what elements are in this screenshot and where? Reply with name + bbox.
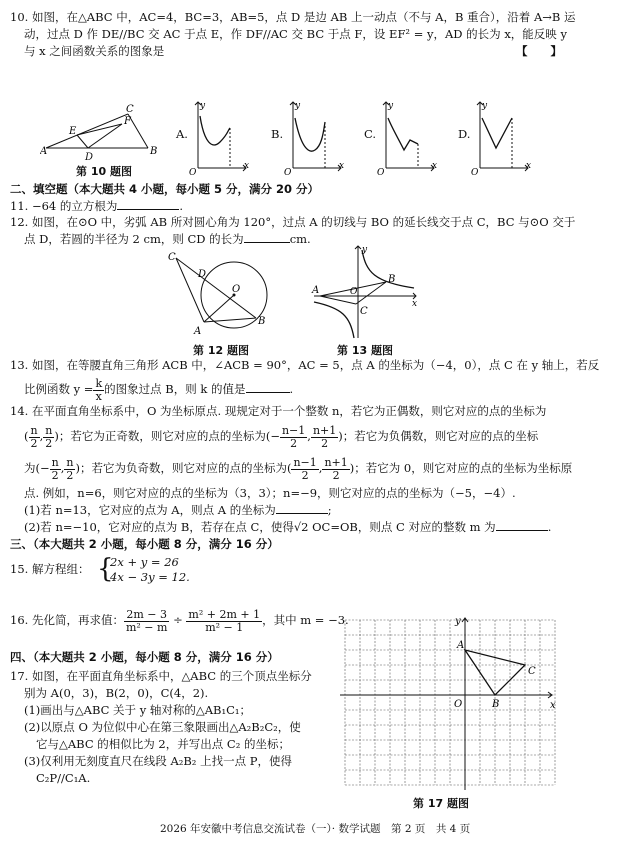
q13-label-y: y xyxy=(362,245,368,255)
q13-label-x: x xyxy=(412,299,418,309)
q14-f1-den: 2 xyxy=(30,436,38,450)
q13-answer-blank xyxy=(246,392,290,393)
q14-part2: (2)若 n=−10，它对应的点为 B，若存在点 C，使得√2 OC=OB，则点 C 对应的整数 m 为 xyxy=(24,520,496,534)
q10-graph-A xyxy=(186,98,250,176)
q13-label-C: C xyxy=(360,306,368,317)
q12-label-O: O xyxy=(232,284,241,295)
q13-func-prefix: 比例函数 y = xyxy=(24,382,94,396)
q10-line3: 与 x 之间函数关系的图象是 xyxy=(24,44,165,58)
q15-brace: { xyxy=(97,554,114,584)
q16-divide: ÷ xyxy=(173,613,183,627)
q17-line6: (3)仅利用无刻度直尺在线段 A₂B₂ 上找一点 P，使得 xyxy=(24,754,292,768)
q17-label-A: A xyxy=(457,640,465,651)
q16-f2-num: m² + 2m + 1 xyxy=(188,607,261,621)
q10-line2: 动，过点 D 作 DE//BC 交 AC 于点 E，作 DF//AC 交 BC 于点 F，设 EF² = y，AD 的长为 x，能反映 y xyxy=(24,27,567,41)
q14-frac-7 xyxy=(291,457,318,482)
q17-grid-figure xyxy=(336,614,560,794)
q10-label-F: F xyxy=(124,116,131,127)
q12-answer-blank xyxy=(244,242,290,243)
q17-line1: 17. 如图，在平面直角坐标系中，△ABC 的三个顶点坐标分 xyxy=(10,669,312,683)
q14-frac-6 xyxy=(64,457,75,482)
q11-text: 11. −64 的立方根为 . xyxy=(10,199,184,213)
q17-label-y: y xyxy=(455,616,461,627)
q13-label-O: O xyxy=(350,287,358,297)
q13-label-B: B xyxy=(388,274,396,285)
q13-period: . xyxy=(289,382,294,396)
q14-text-2b: ；若它为负偶数，则它对应的点的坐标 xyxy=(342,429,539,443)
q12-unit: cm. xyxy=(289,232,311,246)
q14-f5-num: n xyxy=(51,455,59,469)
q10-option-A: A. xyxy=(176,127,188,141)
q12-stem: 点 D，若圆的半径为 2 cm，则 CD 的长为 xyxy=(24,232,244,246)
q17-line4: (2)以原点 O 为位似中心在第三象限画出△A₂B₂C₂，使 xyxy=(24,720,301,734)
q12-line1: 12. 如图，在⊙O 中，劣弧 AB 所对圆心角为 120°，过点 A 的切线与 BO 的延长线交于点 C，BC 与⊙O 交于 xyxy=(10,215,576,229)
q14-f1-num: n xyxy=(30,423,38,437)
q10-graph-B-o: O xyxy=(284,168,292,176)
q14-line1: 14. 在平面直角坐标系中，O 为坐标原点. 现规定对于一个整数 n，若它为正偶数，则它对应的点的坐标为 xyxy=(10,404,547,418)
q14-f7-den: 2 xyxy=(301,468,309,482)
q14-frac-2 xyxy=(43,425,54,450)
q14-text-3c: ；若它为 0，则它对应的点的坐标为坐标原 xyxy=(354,461,573,475)
q17-caption: 第 17 题图 xyxy=(413,797,469,810)
q14-f2-num: n xyxy=(45,423,53,437)
q17-label-B: B xyxy=(492,699,500,710)
q14-f5-den: 2 xyxy=(51,468,59,482)
q14-frac-1 xyxy=(29,425,40,450)
q16-f2-den: m² − 1 xyxy=(205,620,244,634)
q16-frac-1 xyxy=(124,609,169,634)
q16-frac-2 xyxy=(186,609,262,634)
q12-label-B: B xyxy=(258,316,266,327)
q10-label-C: C xyxy=(126,104,134,115)
q10-graph-C-y: y xyxy=(388,101,394,111)
q14-f8-den: 2 xyxy=(332,468,340,482)
q14-text-2a: ；若它为正奇数，则它对应的点的坐标为 xyxy=(58,429,266,443)
q10-graph-A-x: x xyxy=(244,161,250,171)
q16-line xyxy=(10,606,349,634)
q15-eq1: 2x + y = 26 xyxy=(110,555,179,569)
q13-stem-end: 的图象过点 B，则 k 的值是 xyxy=(104,382,246,396)
q14-frac-4 xyxy=(311,425,338,450)
q14-frac-8 xyxy=(322,457,349,482)
q14-line2: ( $\frac{n}{2}$ , $\frac{n}{2}$ )；若它为正奇数，则它对应的点的坐标为(− $\frac{n-1}{2}$ , $\frac{n+1}{2}$ )；若它为负偶数，则它对应的点的坐标 xyxy=(24,423,539,450)
q13-fraction xyxy=(93,378,104,403)
q17-line5: 它与△ABC 的相似比为 2，并写出点 C₂ 的坐标； xyxy=(36,737,290,751)
q10-option-D: D. xyxy=(458,127,471,141)
q14-part1: (1)若 n=13，它对应的点为 A，则点 A 的坐标为 xyxy=(24,503,276,517)
q12-circle-figure xyxy=(160,250,280,346)
q10-label-E: E xyxy=(69,126,77,137)
q10-graph-D-o: O xyxy=(471,168,479,176)
q14-line4: 点. 例如，n=6，则它对应的点的坐标为（3，3）；n=−9，则它对应的点的坐标为（−5，−4）. xyxy=(24,486,516,500)
q14-text-3b: ；若它为负奇数，则它对应的点的坐标为 xyxy=(79,461,287,475)
q16-f1-den: m² − m xyxy=(125,620,168,634)
q14-f3-num: n−1 xyxy=(281,423,306,437)
q13-frac-den: x xyxy=(95,389,102,403)
q14-part2-blank xyxy=(496,530,548,531)
q14-line5 xyxy=(24,503,332,518)
q14-f7-num: n−1 xyxy=(293,455,317,469)
q16-prefix: 16. 先化简，再求值： xyxy=(10,613,124,627)
q10-triangle-figure xyxy=(40,102,160,154)
q10-answer-bracket: 【 】 xyxy=(516,44,562,58)
q14-f3-den: 2 xyxy=(290,436,298,450)
q12-label-D: D xyxy=(198,269,207,280)
q12-caption: 第 12 题图 xyxy=(193,344,249,357)
q10-graph-C-o: O xyxy=(377,168,385,176)
q10-graph-D-x: x xyxy=(526,161,532,171)
q11-stem: 11. −64 的立方根为 xyxy=(10,199,118,213)
q15-eq2: 4x − 3y = 12. xyxy=(110,570,190,584)
q14-f6-den: 2 xyxy=(66,468,74,482)
q13-line2 xyxy=(24,376,293,403)
q10-label-A: A xyxy=(40,146,48,154)
section-4-title: 四、（本大题共 2 小题，每小题 8 分，满分 16 分） xyxy=(10,650,279,664)
q17-line2: 别为 A(0，3)，B(2，0)，C(4，2). xyxy=(24,686,209,700)
q11-answer-blank xyxy=(117,209,179,210)
q16-suffix: ，其中 m = −3. xyxy=(262,613,349,627)
q10-label-B: B xyxy=(150,146,158,154)
q17-label-O: O xyxy=(454,699,463,710)
q14-text-3a: 为 xyxy=(24,461,36,475)
q12-label-A: A xyxy=(194,326,202,337)
q10-graph-B-y: y xyxy=(295,101,301,111)
q14-line3: 为(− $\frac{n}{2}$ , $\frac{n}{2}$ )；若它为负奇数，则它对应的点的坐标为( $\frac{n-1}{2}$ , $\frac{n+1}{2}$ )；若它为 0，则它对应的点的坐标为坐标原 xyxy=(24,455,573,482)
q16-f1-num: 2m − 3 xyxy=(124,609,169,622)
q10-line1: 10. 如图，在△ABC 中，AC=4，BC=3，AB=5，点 D 是边 AB 上一动点（不与 A，B 重合），沿着 A→B 运 xyxy=(10,10,576,24)
q14-part2-end: . xyxy=(547,520,552,534)
q14-line6 xyxy=(24,520,551,535)
q14-part1-blank xyxy=(276,513,328,514)
q12-line2 xyxy=(24,232,311,247)
q13-caption: 第 13 题图 xyxy=(337,344,393,357)
q10-graph-D-y: y xyxy=(482,101,488,111)
q13-label-A: A xyxy=(312,285,320,296)
q17-label-C: C xyxy=(528,666,536,677)
q10-caption: 第 10 题图 xyxy=(76,165,132,178)
q10-graph-B-x: x xyxy=(339,161,345,171)
q10-label-D: D xyxy=(85,152,94,163)
q14-part1-end: ; xyxy=(327,503,332,517)
q14-f6-num: n xyxy=(66,455,74,469)
q14-f4-num: n+1 xyxy=(312,423,337,437)
q10-graph-D xyxy=(468,98,532,176)
section-2-title: 二、填空题（本大题共 4 小题，每小题 5 分，满分 20 分） xyxy=(10,182,320,196)
q12-label-C: C xyxy=(168,252,176,263)
q13-hyperbola-figure xyxy=(310,242,422,342)
q14-f4-den: 2 xyxy=(321,436,329,450)
q10-graph-A-y: y xyxy=(200,101,206,111)
q14-f2-den: 2 xyxy=(45,436,53,450)
q17-label-x: x xyxy=(550,700,556,711)
q13-frac-num: k xyxy=(95,376,103,390)
q17-line3: (1)画出与△ABC 关于 y 轴对称的△AB₁C₁； xyxy=(24,703,251,717)
q10-graph-C xyxy=(374,98,438,176)
q14-frac-3 xyxy=(280,425,307,450)
q10-graph-A-o: O xyxy=(189,168,197,176)
q10-graph-B xyxy=(281,98,345,176)
q14-f8-num: n+1 xyxy=(324,455,348,469)
q15-label: 15. 解方程组： xyxy=(10,562,90,576)
q10-option-B: B. xyxy=(271,127,284,141)
q17-line7: C₂P//C₁A. xyxy=(36,771,91,785)
q14-frac-5 xyxy=(50,457,61,482)
page-footer: 2026 年安徽中考信息交流试卷（一）· 数学试题 第 2 页 共 4 页 xyxy=(160,823,471,835)
q10-option-C: C. xyxy=(364,127,377,141)
q10-graph-C-x: x xyxy=(432,161,438,171)
q13-line1: 13. 如图，在等腰直角三角形 ACB 中，∠ACB = 90°，AC = 5，点 A 的坐标为（−4，0），点 C 在 y 轴上，若反 xyxy=(10,358,600,372)
section-3-title: 三、（本大题共 2 小题，每小题 8 分，满分 16 分） xyxy=(10,537,279,551)
